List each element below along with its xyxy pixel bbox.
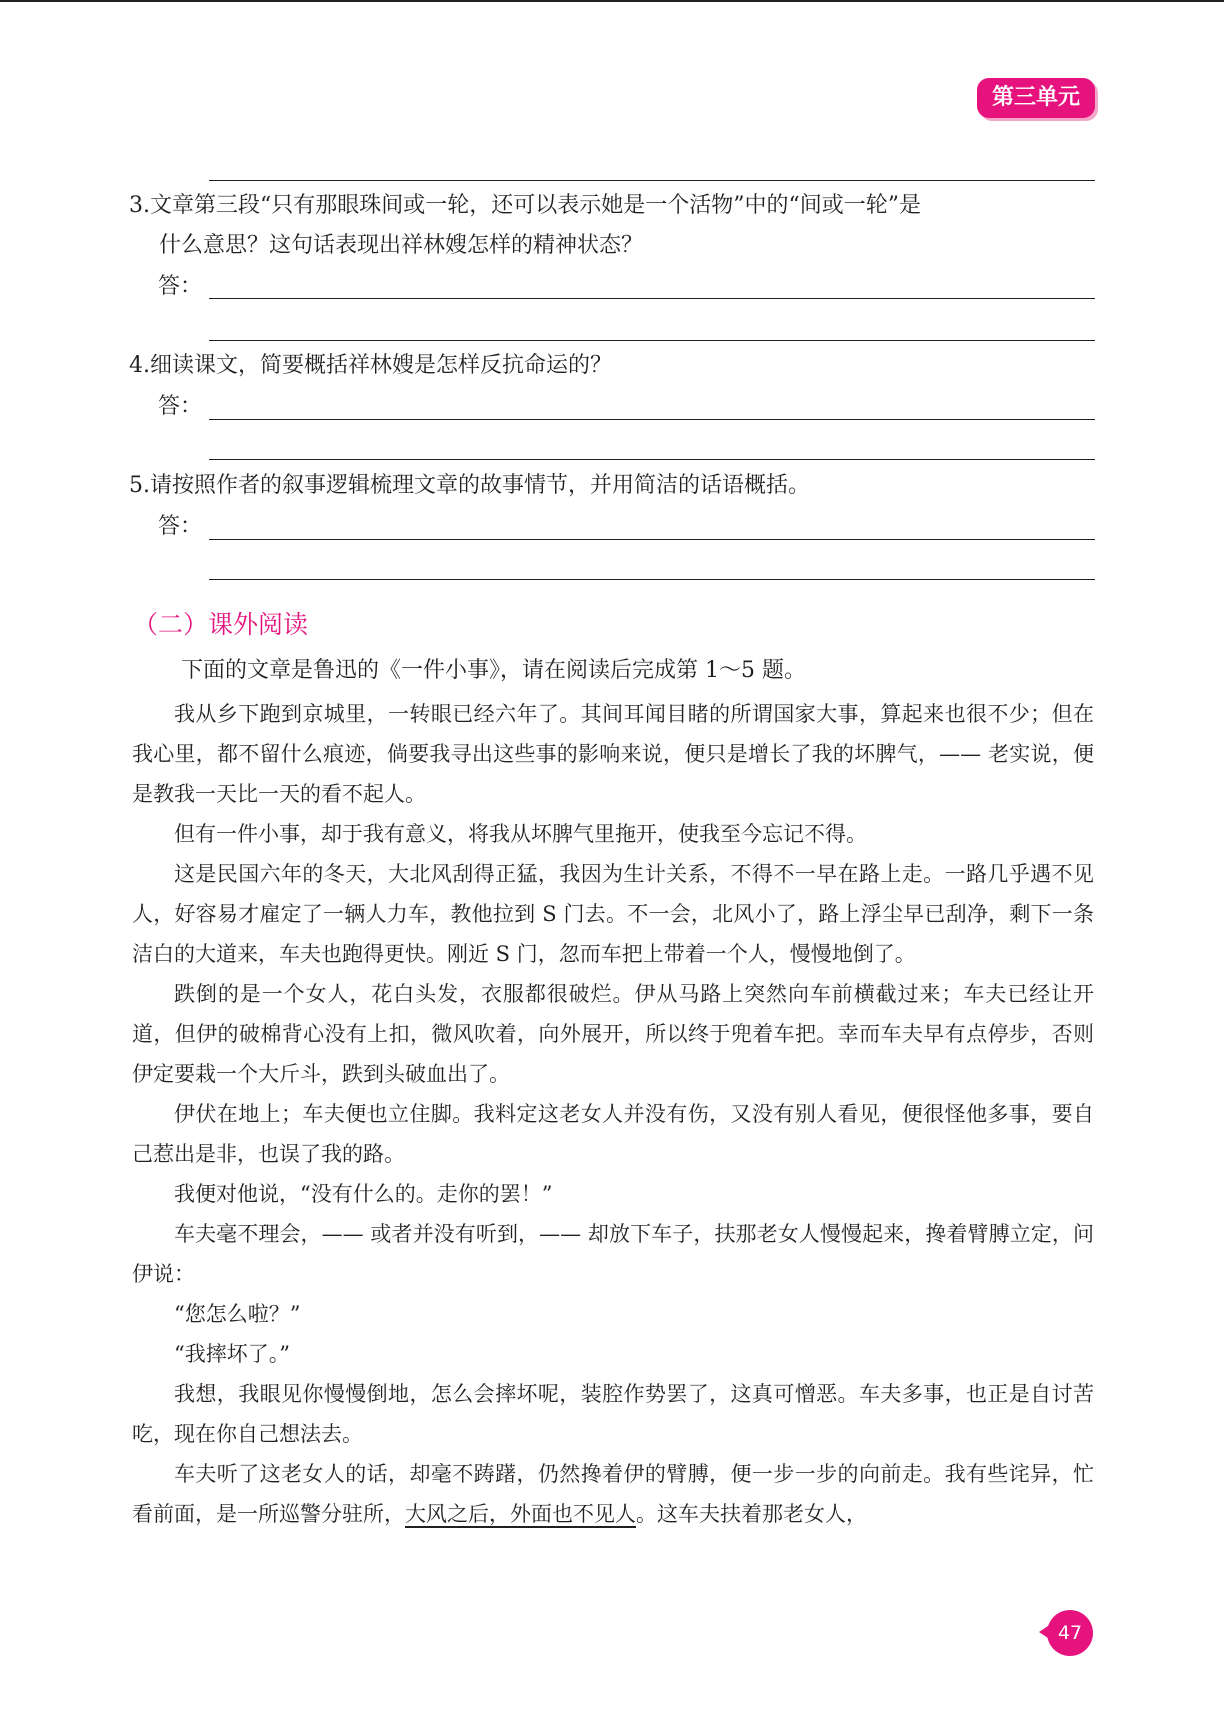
question-3 (129, 186, 1104, 266)
passage-paragraph: 我从乡下跑到京城里，一转眼已经六年了。其间耳闻目睹的所谓国家大事，算起来也很不少；但在我心里，都不留什么痕迹，倘要我寻出这些事的影响来说，便只是增长了我的坏脾气，—— 老实说，便是教我一天比一天的看不起人。 (132, 702, 1094, 806)
question-3-number: 3. (129, 193, 150, 218)
passage-paragraph: 车夫毫不理会，—— 或者并没有听到，—— 却放下车子，扶那老女人慢慢起来，搀着臂膊立定，问伊说： (132, 1222, 1094, 1286)
passage-paragraph: 我想，我眼见你慢慢倒地，怎么会摔坏呢，装腔作势罢了，这真可憎恶。车夫多事，也正是自讨苦吃，现在你自己想法去。 (132, 1382, 1094, 1446)
question-5-answer-label: 答： (158, 514, 203, 539)
question-5 (129, 466, 1104, 506)
question-4-answer-line-2[interactable] (209, 459, 1095, 460)
question-4-line1: 细读课文，简要概括祥林嫂是怎样反抗命运的？ (150, 353, 613, 378)
passage-paragraph: 我便对他说，“没有什么的。走你的罢！” (174, 1182, 553, 1206)
section-intro: 下面的文章是鲁迅的《一件小事》，请在阅读后完成第 1～5 题。 (181, 658, 806, 683)
question-3-answer-label: 答： (158, 274, 203, 299)
top-border-rule (0, 0, 1224, 2)
question-3-answer-line-2[interactable] (209, 340, 1095, 341)
question-4 (129, 346, 1104, 386)
question-5-line1: 请按照作者的叙事逻辑梳理文章的故事情节，并用简洁的话语概括。 (150, 473, 811, 498)
unit-badge: 第三单元 (977, 78, 1095, 118)
page-number-badge: 47 (1047, 1610, 1093, 1656)
question-5-answer-line-1[interactable] (209, 539, 1095, 540)
section-title: （二）课外阅读 (133, 610, 309, 639)
passage-paragraph: 跌倒的是一个女人，花白头发，衣服都很破烂。伊从马路上突然向车前横截过来；车夫已经让开道，但伊的破棉背心没有上扣，微风吹着，向外展开，所以终于兜着车把。幸而车夫早有点停步，否则伊定要栽一个大斤斗，跌到头破血出了。 (132, 982, 1094, 1086)
question-4-number: 4. (129, 353, 150, 378)
passage-text: 车夫听了这老女人的话，却毫不踌躇，仍然搀着伊的臂膊，便一步一步的向前走。我有些诧异，忙看前面，是一所巡警分驻所， (132, 1462, 1094, 1526)
passage-text: 。这车夫扶着那老女人， (636, 1502, 867, 1526)
passage-paragraph: “我摔坏了。” (174, 1342, 290, 1366)
question-4-answer-label: 答： (158, 394, 203, 419)
passage-paragraph: 伊伏在地上；车夫便也立住脚。我料定这老女人并没有伤，又没有别人看见，便很怪他多事，要自己惹出是非，也误了我的路。 (132, 1102, 1094, 1166)
passage-paragraph: 这是民国六年的冬天，大北风刮得正猛，我因为生计关系，不得不一早在路上走。一路几乎遇不见人，好容易才雇定了一辆人力车，教他拉到 S 门去。不一会，北风小了，路上浮尘早已刮净，剩下一条洁白的大道来，车夫也跑得更快。刚近 S 门，忽而车把上带着一个人，慢慢地倒了。 (132, 862, 1094, 966)
question-5-number: 5. (129, 473, 150, 498)
question-3-line1: 文章第三段“只有那眼珠间或一轮，还可以表示她是一个活物”中的“间或一轮”是 (150, 193, 921, 218)
underlined-sentence: 大风之后，外面也不见人 (405, 1502, 636, 1526)
answer-line (209, 180, 1095, 181)
question-4-answer-line-1[interactable] (209, 419, 1095, 420)
question-5-answer-line-2[interactable] (209, 579, 1095, 580)
passage-paragraph: 但有一件小事，却于我有意义，将我从坏脾气里拖开，使我至今忘记不得。 (174, 822, 867, 846)
question-3-line2: 什么意思？这句话表现出祥林嫂怎样的精神状态？ (159, 233, 644, 258)
question-3-answer-line-1[interactable] (209, 298, 1095, 299)
passage-paragraph (132, 1454, 1094, 1534)
passage-paragraph: “您怎么啦？” (174, 1302, 301, 1326)
reading-passage (132, 694, 1094, 1534)
